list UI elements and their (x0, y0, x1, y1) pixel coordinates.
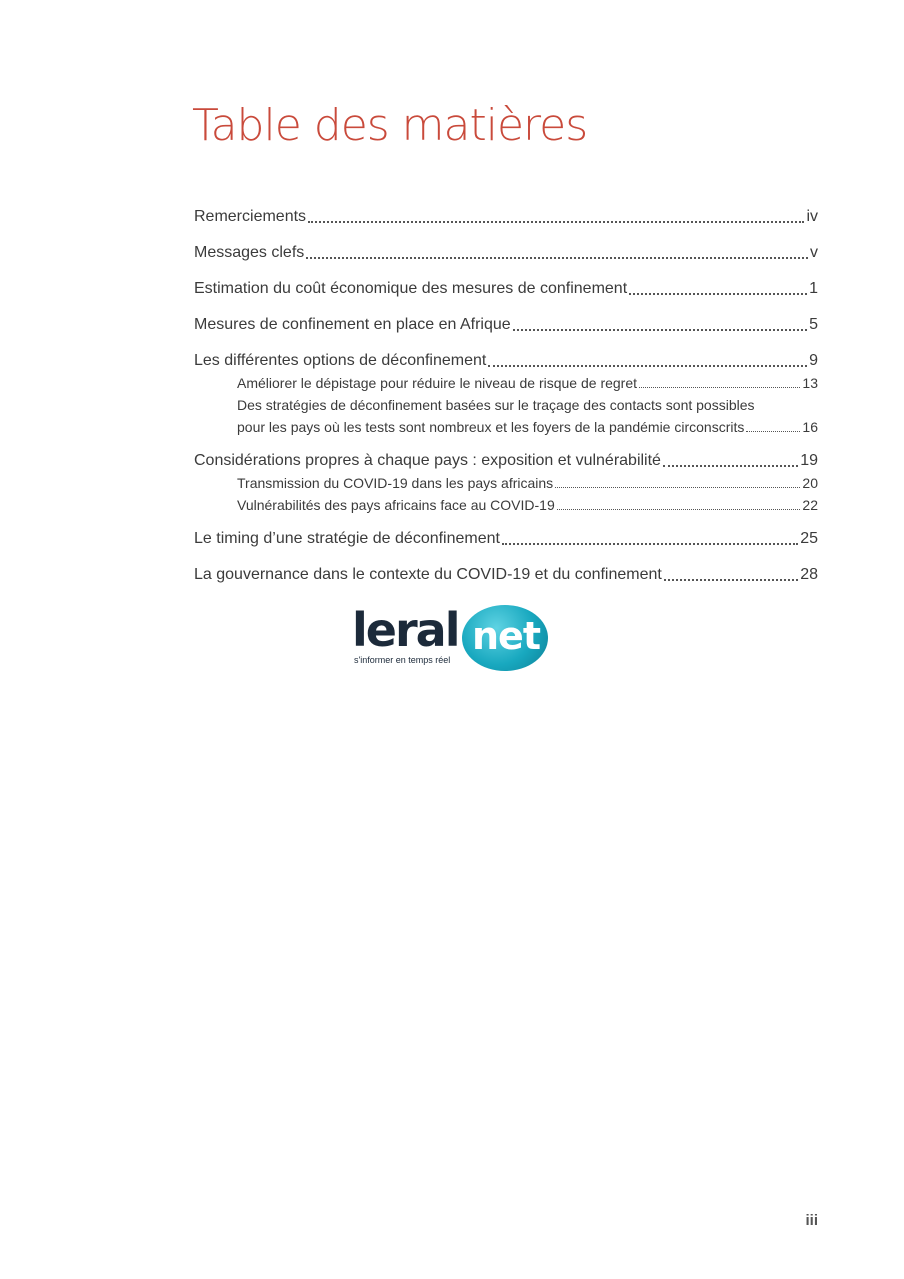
dot-leader (555, 486, 800, 488)
logo-tagline: s'informer en temps réel (354, 655, 451, 665)
toc-entry-page: 20 (802, 475, 818, 491)
dot-leader (557, 508, 801, 510)
dot-leader (502, 542, 798, 545)
toc-entry-gouvernance[interactable] (194, 564, 818, 586)
toc-entry-page: 16 (802, 419, 818, 435)
toc-entry-label: Considérations propres à chaque pays : exposition et vulnérabilité (194, 452, 661, 469)
toc-entry-page: 9 (809, 352, 818, 369)
dot-leader (306, 256, 808, 259)
toc-entry-label: Vulnérabilités des pays africains face au COVID-19 (237, 497, 555, 513)
toc-entry-options[interactable] (194, 350, 818, 372)
toc-subentry-strategies[interactable] (194, 394, 818, 438)
dot-leader (639, 386, 800, 388)
toc-entry-remerciements[interactable] (194, 206, 818, 228)
toc-entry-page: iv (806, 208, 818, 225)
toc-subentries-options (194, 372, 818, 438)
toc-subentries-considerations (194, 472, 818, 516)
toc-entry-page: 5 (809, 316, 818, 333)
dot-leader (308, 220, 804, 223)
toc-entry-label: Estimation du coût économique des mesures de confinement (194, 280, 628, 297)
dot-leader (746, 430, 800, 432)
dot-leader (488, 364, 807, 367)
toc-subentry-vulnerabilites[interactable] (194, 494, 818, 516)
toc-entry-page: 1 (809, 280, 818, 297)
page-number: iii (805, 1212, 818, 1229)
logo-wordmark: leral (352, 603, 459, 657)
toc-entry-timing[interactable] (194, 528, 818, 550)
dot-leader (629, 292, 807, 295)
toc-entry-label: Remerciements (194, 208, 307, 225)
toc-entry-mesures[interactable] (194, 314, 818, 336)
toc-entry-label: Messages clefs (194, 244, 305, 261)
toc-entry-label-line1: Des stratégies de déconfinement basées sur le traçage des contacts sont possibles (237, 397, 755, 413)
toc-entry-label: Transmission du COVID-19 dans les pays africains (237, 475, 554, 491)
toc-entry-page: 28 (800, 566, 818, 583)
toc-entry-page: v (810, 244, 818, 261)
toc-entry-page: 19 (800, 452, 818, 469)
toc-entry-label: Le timing d’une stratégie de déconfinement (194, 530, 500, 547)
leralnet-logo (352, 605, 552, 675)
toc-entry-messages-clefs[interactable] (194, 242, 818, 264)
dot-leader (664, 578, 798, 581)
toc-entry-label: Améliorer le dépistage pour réduire le niveau de risque de regret (237, 375, 638, 391)
dot-leader (513, 328, 807, 331)
toc-entry-considerations[interactable] (194, 450, 818, 472)
logo-badge: net (472, 614, 540, 658)
table-of-contents (194, 206, 818, 600)
page-title: Table des matières (192, 100, 588, 151)
toc-subentry-transmission[interactable] (194, 472, 818, 494)
dot-leader (663, 464, 798, 467)
toc-entry-label-line2: pour les pays où les tests sont nombreux et les foyers de la pandémie circonscrits (237, 419, 745, 435)
toc-entry-label: La gouvernance dans le contexte du COVID-19 et du confinement (194, 566, 662, 583)
toc-entry-label: Les différentes options de déconfinement (194, 352, 487, 369)
toc-entry-estimation[interactable] (194, 278, 818, 300)
toc-entry-page: 25 (800, 530, 818, 547)
toc-entry-page: 22 (802, 497, 818, 513)
toc-entry-page: 13 (802, 375, 818, 391)
toc-entry-label: Mesures de confinement en place en Afrique (194, 316, 511, 333)
toc-subentry-ameliorer[interactable] (194, 372, 818, 394)
